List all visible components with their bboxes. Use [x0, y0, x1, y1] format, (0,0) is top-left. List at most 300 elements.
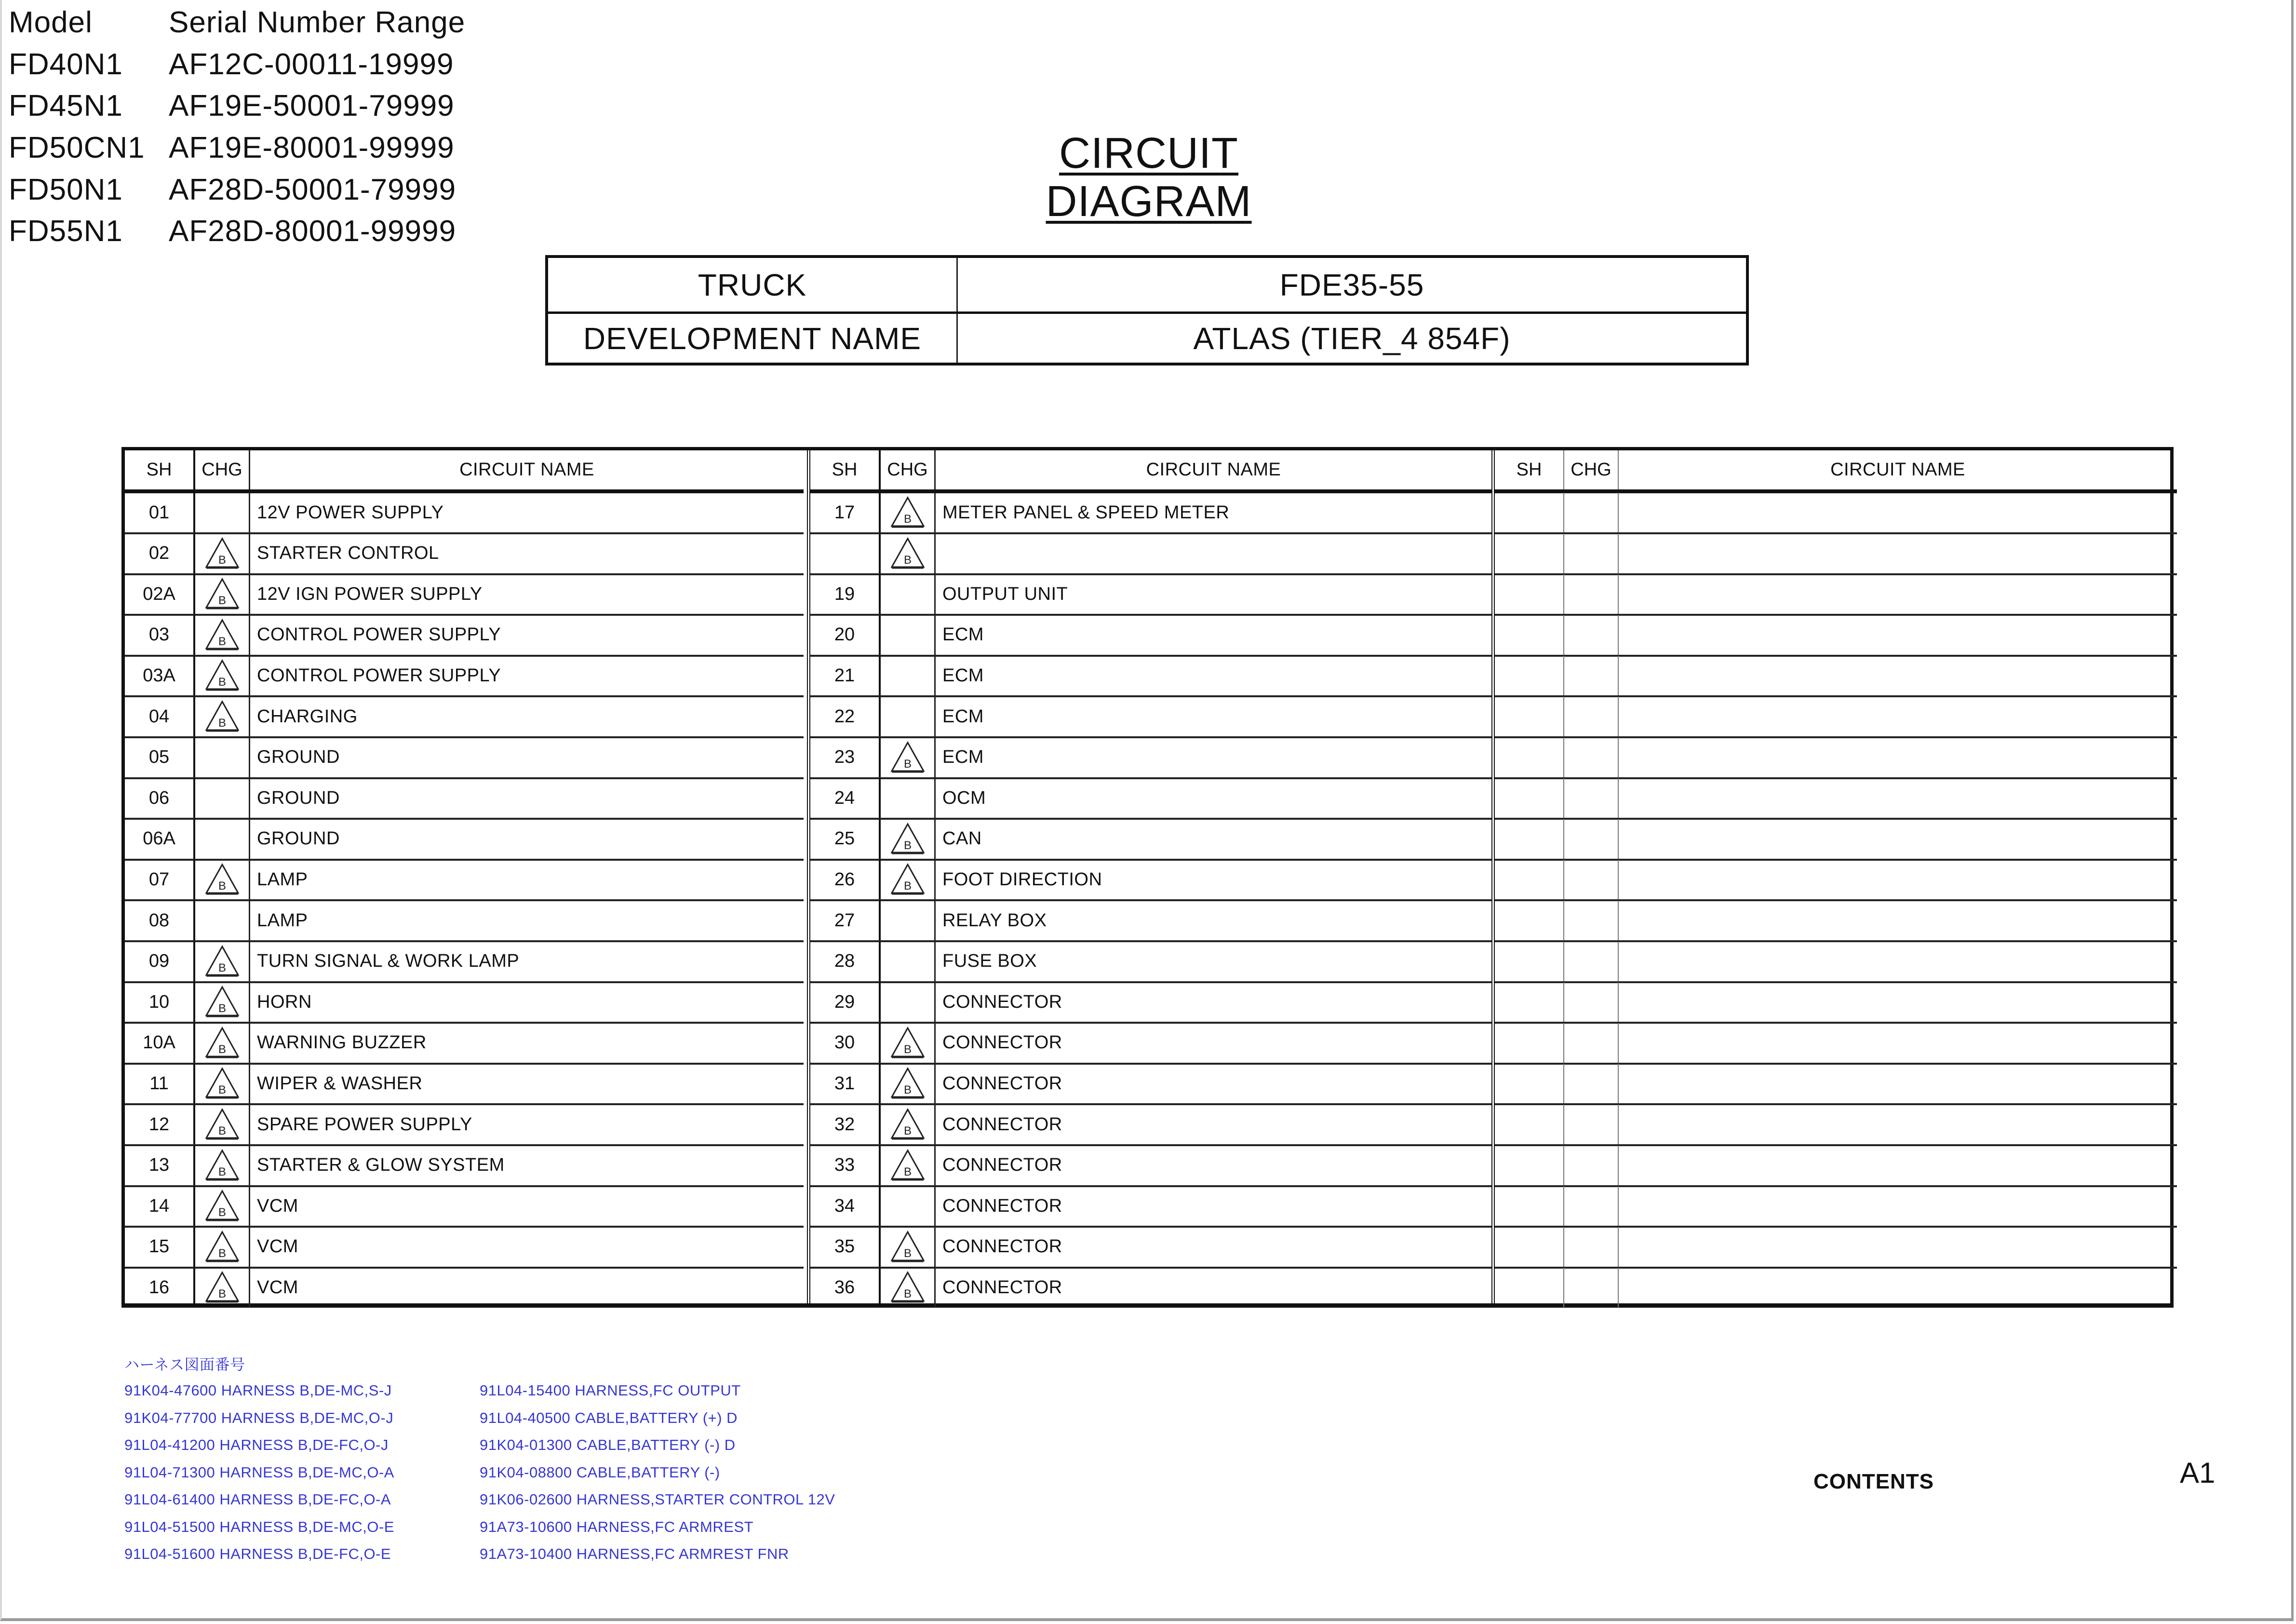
svg-text:B: B — [218, 880, 226, 893]
change-cell — [881, 615, 936, 655]
circuit-name-cell: CONTROL POWER SUPPLY — [257, 665, 501, 686]
table-row — [125, 1023, 804, 1065]
change-cell — [1564, 1064, 1619, 1103]
circuit-name-cell: GROUND — [257, 787, 340, 808]
table-group-2 — [807, 450, 1491, 1303]
harness-item: 91L04-51600 HARNESS B,DE-FC,O-E — [124, 1545, 391, 1562]
change-cell — [881, 778, 936, 818]
sheet-number-cell: 36 — [810, 1268, 881, 1307]
sheet-number-cell: 04 — [125, 697, 195, 736]
svg-text:B: B — [218, 1165, 226, 1178]
truck-row — [548, 258, 1746, 314]
circuit-name-cell: HORN — [257, 991, 312, 1012]
svg-text:B: B — [903, 880, 912, 893]
change-cell — [881, 534, 936, 573]
change-cell — [1564, 1268, 1619, 1307]
table-row — [810, 778, 1491, 820]
change-cell — [195, 778, 250, 818]
serial-range: AF19E-50001-79999 — [169, 89, 455, 122]
sheet-number-cell: 28 — [810, 942, 881, 981]
circuit-name-cell — [1619, 656, 2177, 695]
table-row — [810, 615, 1491, 657]
circuit-name-cell — [1619, 1186, 2177, 1226]
circuit-name-cell — [1619, 778, 2177, 818]
revision-triangle-icon — [889, 823, 926, 855]
circuit-name-cell: OCM — [942, 787, 986, 808]
table-row — [125, 860, 804, 901]
sheet-number-cell — [1495, 982, 1564, 1022]
circuit-name-cell: CONNECTOR — [942, 991, 1062, 1012]
change-cell — [195, 493, 250, 532]
circuit-name-cell: CONNECTOR — [942, 1073, 1062, 1094]
change-cell — [881, 493, 936, 532]
circuit-name-cell — [1619, 1105, 2177, 1144]
circuit-name-cell: LAMP — [257, 869, 308, 890]
table-header-row — [810, 450, 1491, 493]
harness-item: 91K04-47600 HARNESS B,DE-MC,S-J — [124, 1382, 392, 1399]
circuit-name-cell — [1619, 738, 2177, 777]
change-cell — [881, 819, 936, 859]
sheet-number-cell — [1495, 738, 1564, 777]
sheet-number-cell: 07 — [125, 860, 195, 899]
revision-triangle-icon — [203, 537, 241, 570]
revision-triangle-icon — [889, 863, 926, 896]
table-row — [1495, 534, 2177, 575]
circuit-name-cell: GROUND — [257, 747, 340, 768]
svg-text:B: B — [218, 1042, 226, 1056]
table-row — [810, 860, 1491, 901]
circuit-name-cell: RELAY BOX — [942, 910, 1047, 931]
sheet-number-cell: 03A — [125, 656, 195, 695]
table-row — [1495, 574, 2177, 616]
svg-text:B: B — [903, 1042, 912, 1056]
development-name-row — [548, 314, 1746, 363]
header-circuit-name: CIRCUIT NAME — [1146, 460, 1281, 480]
circuit-name-cell — [1619, 574, 2177, 614]
circuit-name-cell — [1619, 615, 2177, 655]
change-cell — [881, 1186, 936, 1226]
table-row — [125, 1064, 804, 1105]
table-row — [1495, 778, 2177, 820]
sheet-number-cell — [1495, 1227, 1564, 1267]
harness-item: 91L04-15400 HARNESS,FC OUTPUT — [480, 1382, 741, 1399]
circuit-name-cell: ECM — [942, 747, 984, 768]
revision-triangle-icon — [203, 1149, 241, 1182]
table-row — [125, 901, 804, 942]
table-row — [1495, 982, 2177, 1024]
table-row — [1495, 493, 2177, 534]
change-cell — [881, 982, 936, 1022]
change-cell — [881, 942, 936, 981]
table-row — [1495, 738, 2177, 779]
table-row — [1495, 1105, 2177, 1146]
harness-item: 91L04-71300 HARNESS B,DE-MC,O-A — [124, 1463, 394, 1481]
table-row — [125, 697, 804, 738]
svg-text:B: B — [903, 1246, 912, 1260]
circuit-name-cell: CONTROL POWER SUPPLY — [257, 624, 501, 645]
change-cell — [195, 901, 250, 940]
change-cell — [195, 738, 250, 777]
harness-item: 91A73-10400 HARNESS,FC ARMREST FNR — [480, 1545, 789, 1562]
change-cell — [1564, 615, 1619, 655]
svg-text:B: B — [903, 1083, 912, 1097]
table-row — [125, 1186, 804, 1228]
circuit-name-cell — [1619, 901, 2177, 940]
header-sh: SH — [125, 450, 195, 489]
revision-triangle-icon — [889, 1231, 926, 1263]
table-row — [810, 534, 1491, 575]
sheet-number-cell: 33 — [810, 1146, 881, 1185]
change-cell — [195, 697, 250, 736]
table-row — [810, 1227, 1491, 1269]
revision-triangle-icon — [203, 1108, 241, 1141]
change-cell — [1564, 656, 1619, 695]
change-cell — [881, 1227, 936, 1267]
header-chg: CHG — [195, 450, 250, 489]
change-cell — [195, 1064, 250, 1103]
circuit-name-cell: WIPER & WASHER — [257, 1073, 423, 1094]
svg-text:B: B — [218, 1246, 226, 1260]
revision-triangle-icon — [203, 619, 241, 651]
revision-triangle-icon — [203, 659, 241, 692]
sheet-number-cell: 29 — [810, 982, 881, 1022]
sheet-number-cell: 06A — [125, 819, 195, 859]
revision-triangle-icon — [889, 1067, 926, 1100]
sheet-number-cell: 26 — [810, 860, 881, 899]
table-row — [1495, 1146, 2177, 1187]
table-row — [125, 656, 804, 697]
svg-text:B: B — [218, 1083, 226, 1097]
circuit-name-cell — [1619, 493, 2177, 532]
change-cell — [195, 982, 250, 1022]
change-cell — [1564, 534, 1619, 573]
change-cell — [1564, 738, 1619, 777]
svg-text:B: B — [218, 1287, 226, 1301]
sheet-number-cell — [1495, 574, 1564, 614]
circuit-name-cell — [1619, 819, 2177, 859]
change-cell — [881, 656, 936, 695]
table-row — [810, 1064, 1491, 1105]
circuit-name-cell: CONNECTOR — [942, 1155, 1062, 1176]
circuit-name-cell: CONNECTOR — [942, 1032, 1062, 1053]
table-row — [1495, 819, 2177, 861]
circuit-name-cell — [1619, 534, 2177, 573]
model-name: FD40N1 — [9, 48, 123, 81]
sheet-number-cell: 08 — [125, 901, 195, 940]
circuit-name-cell — [1619, 860, 2177, 899]
circuit-name-cell: CHARGING — [257, 706, 358, 727]
sheet-number-cell: 14 — [125, 1186, 195, 1226]
serial-header: Serial Number Range — [169, 6, 466, 39]
header-sh: SH — [810, 450, 881, 489]
table-row — [125, 942, 804, 983]
sheet-number-cell: 09 — [125, 942, 195, 981]
sheet-number-cell: 32 — [810, 1105, 881, 1144]
table-row — [810, 982, 1491, 1024]
change-cell — [881, 1064, 936, 1103]
table-row — [125, 1105, 804, 1146]
circuit-name-cell: TURN SIGNAL & WORK LAMP — [257, 951, 520, 972]
svg-text:B: B — [218, 676, 226, 689]
circuit-name-cell: CONNECTOR — [942, 1277, 1062, 1298]
sheet-number-cell: 06 — [125, 778, 195, 818]
table-row — [1495, 901, 2177, 942]
revision-triangle-icon — [203, 1027, 241, 1059]
change-cell — [881, 1146, 936, 1185]
circuit-name-cell: CONNECTOR — [942, 1195, 1062, 1216]
table-row — [125, 1146, 804, 1187]
table-row — [125, 534, 804, 575]
circuit-name-cell: OUTPUT UNIT — [942, 583, 1068, 604]
change-cell — [1564, 1146, 1619, 1185]
sheet-number-cell: 16 — [125, 1268, 195, 1307]
sheet-number-cell: 25 — [810, 819, 881, 859]
revision-triangle-icon — [203, 1271, 241, 1304]
change-cell — [1564, 778, 1619, 818]
table-row — [810, 656, 1491, 697]
table-row — [810, 1186, 1491, 1228]
sheet-number-cell: 23 — [810, 738, 881, 777]
sheet-number-cell — [1495, 1268, 1564, 1307]
svg-text:B: B — [218, 717, 226, 730]
sheet-number-cell: 19 — [810, 574, 881, 614]
svg-text:B: B — [218, 1124, 226, 1137]
revision-triangle-icon — [203, 1190, 241, 1222]
truck-label: TRUCK — [548, 258, 958, 311]
table-row — [1495, 942, 2177, 983]
circuit-name-cell — [1619, 1023, 2177, 1063]
circuit-name-cell: ECM — [942, 665, 984, 686]
svg-text:B: B — [903, 1165, 912, 1178]
svg-text:B: B — [218, 961, 226, 974]
sheet-number-cell — [1495, 697, 1564, 736]
model-name: FD55N1 — [9, 215, 123, 248]
table-row — [1495, 615, 2177, 657]
table-row — [125, 819, 804, 861]
table-row — [810, 942, 1491, 983]
circuit-name-cell: METER PANEL & SPEED METER — [942, 502, 1230, 523]
change-cell — [195, 1268, 250, 1307]
harness-item: 91K04-01300 CABLE,BATTERY (-) D — [480, 1436, 736, 1453]
change-cell — [1564, 1023, 1619, 1063]
sheet-number-cell: 34 — [810, 1186, 881, 1226]
table-row — [810, 1023, 1491, 1065]
circuit-name-cell: VCM — [257, 1236, 298, 1257]
change-cell — [195, 860, 250, 899]
svg-text:B: B — [218, 553, 226, 567]
sheet-number-cell — [1495, 1186, 1564, 1226]
change-cell — [881, 901, 936, 940]
header-chg: CHG — [881, 450, 936, 489]
sheet-number-cell — [1495, 901, 1564, 940]
table-row — [125, 493, 804, 534]
truck-value: FDE35-55 — [1279, 267, 1424, 302]
revision-triangle-icon — [203, 863, 241, 896]
sheet-number-cell: 31 — [810, 1064, 881, 1103]
circuit-name-cell: ECM — [942, 624, 984, 645]
svg-text:B: B — [218, 1002, 226, 1015]
sheet-number-cell: 05 — [125, 738, 195, 777]
sheet-number: A1 — [2180, 1457, 2215, 1489]
harness-item: 91A73-10600 HARNESS,FC ARMREST — [480, 1518, 754, 1535]
table-row — [1495, 860, 2177, 901]
svg-text:B: B — [218, 594, 226, 608]
change-cell — [195, 1186, 250, 1226]
table-row — [125, 1268, 804, 1307]
circuit-name-cell: 12V POWER SUPPLY — [257, 502, 444, 523]
table-row — [125, 574, 804, 616]
sheet-number-cell: 15 — [125, 1227, 195, 1267]
sheet-number-cell — [1495, 1146, 1564, 1185]
table-header-row — [1495, 450, 2177, 493]
revision-triangle-icon — [203, 1067, 241, 1100]
svg-text:B: B — [903, 757, 912, 771]
change-cell — [195, 1105, 250, 1144]
table-row — [810, 574, 1491, 616]
harness-item: 91K06-02600 HARNESS,STARTER CONTROL 12V — [480, 1491, 835, 1508]
harness-item: 91L04-41200 HARNESS B,DE-FC,O-J — [124, 1436, 389, 1453]
table-header-row — [125, 450, 804, 493]
sheet-number-cell — [1495, 615, 1564, 655]
circuit-name-cell: VCM — [257, 1195, 298, 1216]
table-row — [125, 1227, 804, 1269]
revision-triangle-icon — [889, 537, 926, 570]
circuit-name-cell: ECM — [942, 706, 984, 727]
svg-text:B: B — [218, 635, 226, 648]
circuit-name-cell — [1619, 1064, 2177, 1103]
revision-triangle-icon — [889, 1271, 926, 1304]
model-name: FD50CN1 — [9, 131, 145, 164]
revision-triangle-icon — [889, 1149, 926, 1182]
change-cell — [1564, 819, 1619, 859]
circuit-name-cell — [1619, 982, 2177, 1022]
change-cell — [195, 656, 250, 695]
serial-range: AF28D-80001-99999 — [169, 215, 457, 248]
sheet-number-cell: 13 — [125, 1146, 195, 1185]
change-cell — [881, 1105, 936, 1144]
header-sh: SH — [1495, 450, 1564, 489]
sheet-number-cell: 11 — [125, 1064, 195, 1103]
table-row — [810, 1105, 1491, 1146]
revision-triangle-icon — [203, 945, 241, 978]
header-circuit-name: CIRCUIT NAME — [459, 460, 594, 480]
revision-triangle-icon — [889, 496, 926, 529]
sheet-number-cell — [810, 534, 881, 573]
table-row — [810, 901, 1491, 942]
circuit-name-cell: LAMP — [257, 910, 308, 931]
table-row — [1495, 1023, 2177, 1065]
sheet-number-cell: 02A — [125, 574, 195, 614]
page-title: CIRCUIT DIAGRAM — [1046, 129, 1252, 226]
table-row — [810, 1146, 1491, 1187]
table-row — [1495, 1268, 2177, 1307]
circuit-name-cell — [1619, 942, 2177, 981]
sheet-number-cell: 30 — [810, 1023, 881, 1063]
sheet-number-cell: 21 — [810, 656, 881, 695]
table-group-1 — [125, 450, 804, 1303]
table-row — [810, 738, 1491, 779]
circuit-name-cell: VCM — [257, 1277, 298, 1298]
sheet-number-cell: 10A — [125, 1023, 195, 1063]
table-row — [125, 615, 804, 657]
svg-text:B: B — [903, 513, 912, 526]
development-name-label: DEVELOPMENT NAME — [548, 314, 958, 363]
change-cell — [1564, 901, 1619, 940]
circuit-name-cell: STARTER & GLOW SYSTEM — [257, 1155, 505, 1176]
sheet-number-cell — [1495, 1105, 1564, 1144]
sheet-number-cell — [1495, 942, 1564, 981]
header-chg: CHG — [1564, 450, 1619, 489]
circuit-name-cell: SPARE POWER SUPPLY — [257, 1114, 472, 1135]
sheet-number-cell: 10 — [125, 982, 195, 1022]
harness-item: 91K04-77700 HARNESS B,DE-MC,O-J — [124, 1409, 394, 1426]
change-cell — [195, 942, 250, 981]
change-cell — [881, 1268, 936, 1307]
table-row — [125, 778, 804, 820]
harness-item: 91L04-40500 CABLE,BATTERY (+) D — [480, 1409, 738, 1426]
section-label: CONTENTS — [1813, 1470, 1934, 1493]
change-cell — [195, 1146, 250, 1185]
table-group-3 — [1491, 450, 2177, 1303]
circuit-name-cell: GROUND — [257, 828, 340, 849]
svg-text:B: B — [218, 1206, 226, 1219]
harness-item: 91L04-51500 HARNESS B,DE-MC,O-E — [124, 1518, 394, 1535]
svg-text:B: B — [903, 1124, 912, 1137]
change-cell — [1564, 1105, 1619, 1144]
change-cell — [195, 1023, 250, 1063]
sheet-number-cell — [1495, 656, 1564, 695]
revision-triangle-icon — [889, 1027, 926, 1059]
change-cell — [1564, 982, 1619, 1022]
change-cell — [881, 574, 936, 614]
circuit-name-cell: CONNECTOR — [942, 1236, 1062, 1257]
change-cell — [881, 860, 936, 899]
sheet-number-cell — [1495, 493, 1564, 532]
circuit-name-cell: STARTER CONTROL — [257, 543, 439, 564]
circuit-name-cell: FUSE BOX — [942, 951, 1037, 972]
circuit-name-cell — [1619, 697, 2177, 736]
circuit-contents-table — [121, 447, 2174, 1308]
change-cell — [1564, 942, 1619, 981]
circuit-name-cell — [936, 534, 1491, 573]
change-cell — [195, 534, 250, 573]
table-row — [125, 982, 804, 1024]
table-row — [810, 819, 1491, 861]
sheet-number-cell — [1495, 860, 1564, 899]
circuit-name-cell — [1619, 1146, 2177, 1185]
table-row — [1495, 1186, 2177, 1228]
revision-triangle-icon — [889, 1108, 926, 1141]
sheet-number-cell: 27 — [810, 901, 881, 940]
change-cell — [1564, 574, 1619, 614]
circuit-name-cell — [1619, 1227, 2177, 1267]
change-cell — [1564, 1227, 1619, 1267]
revision-triangle-icon — [203, 578, 241, 610]
harness-item: 91K04-08800 CABLE,BATTERY (-) — [480, 1463, 720, 1481]
table-row — [810, 1268, 1491, 1307]
sheet-number-cell: 02 — [125, 534, 195, 573]
sheet-number-cell: 35 — [810, 1227, 881, 1267]
development-name-value: ATLAS (TIER_4 854F) — [1193, 321, 1511, 356]
table-row — [1495, 1227, 2177, 1269]
sheet-number-cell: 20 — [810, 615, 881, 655]
sheet-number-cell: 17 — [810, 493, 881, 532]
sheet-number-cell: 03 — [125, 615, 195, 655]
sheet-number-cell: 24 — [810, 778, 881, 818]
table-row — [810, 697, 1491, 738]
circuit-name-cell: 12V IGN POWER SUPPLY — [257, 583, 483, 604]
sheet-number-cell: 01 — [125, 493, 195, 532]
